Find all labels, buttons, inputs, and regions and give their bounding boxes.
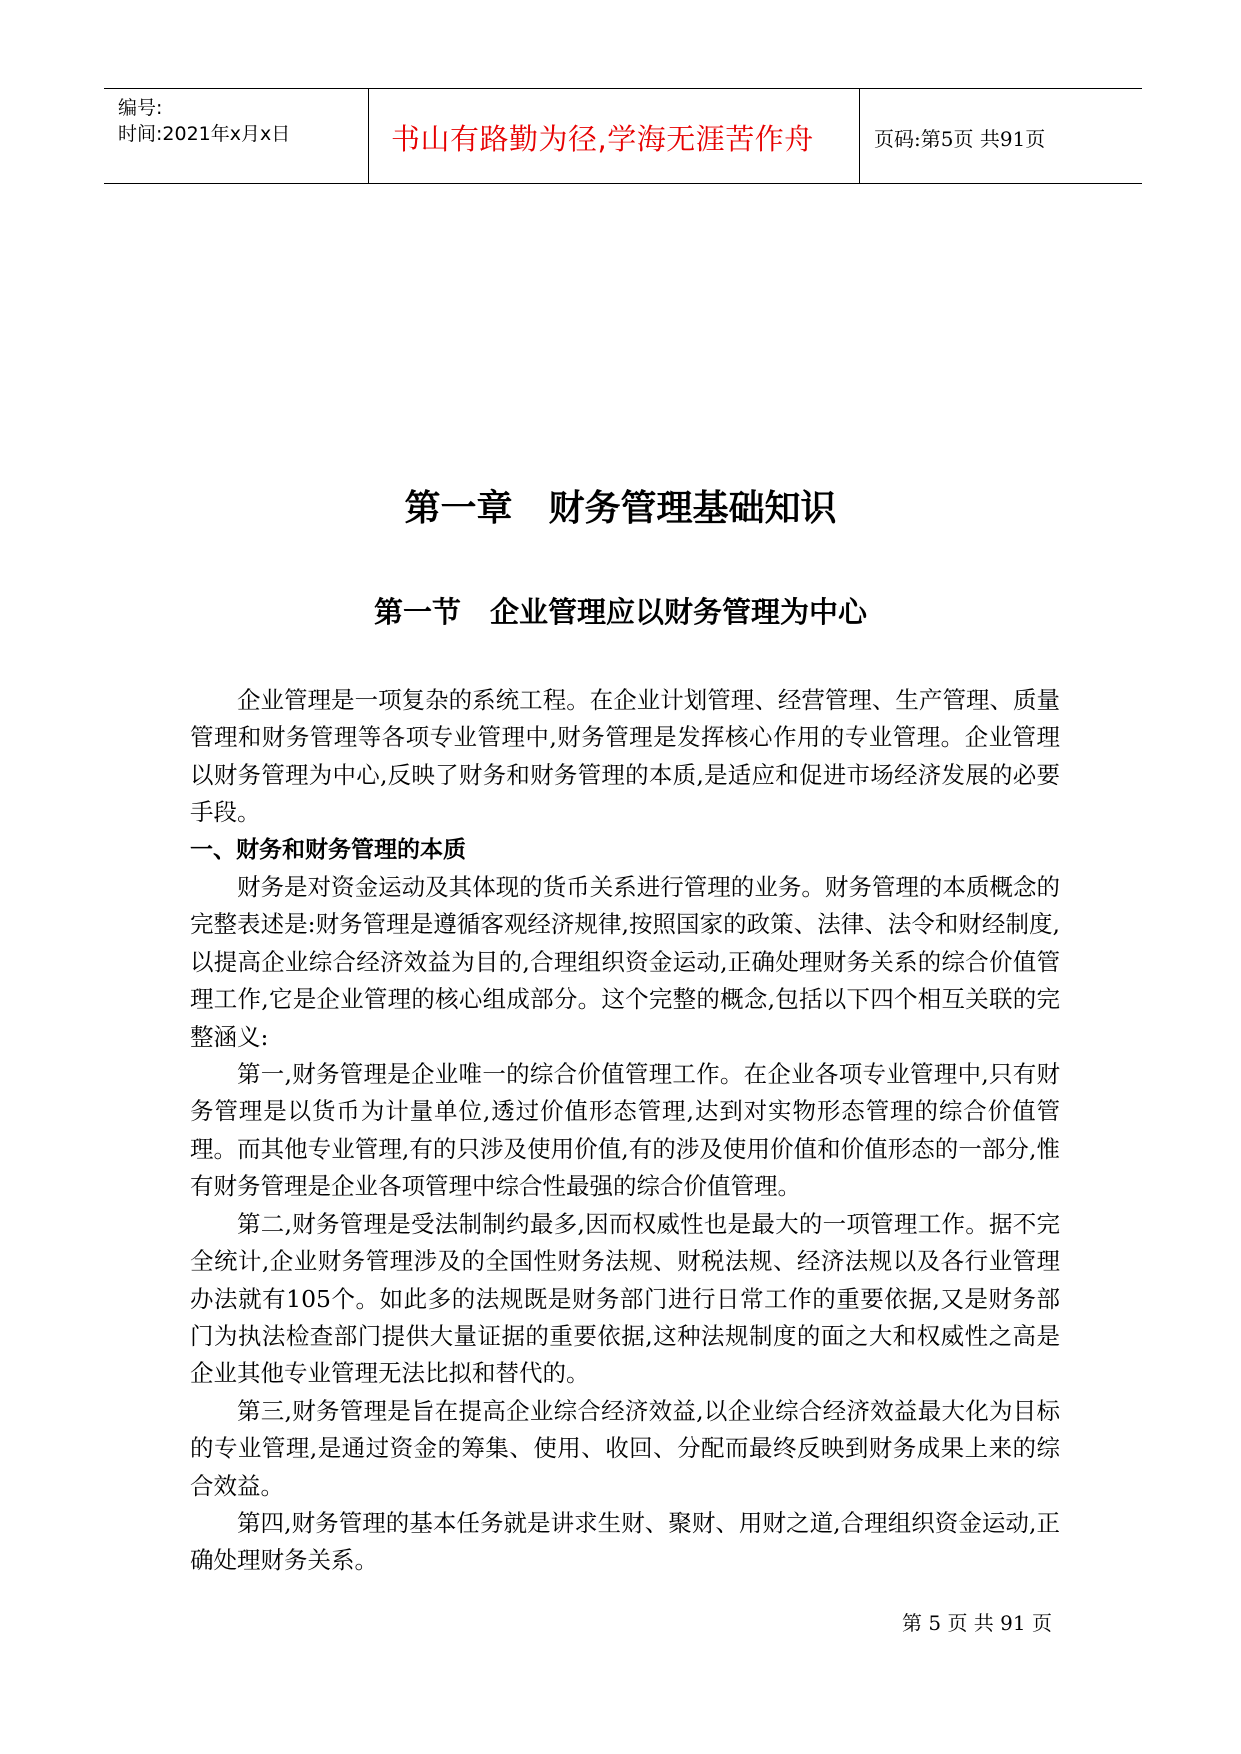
paragraph-second: 第二,财务管理是受法制制约最多,因而权威性也是最大的一项管理工作。据不完全统计,企业财务管理涉及的全国性财务法规、财税法规、经济法规以及各行业管理办法就有105个。如此多的法规既是财务部门进行日常工作的重要依据,又是财务部门为执法检查部门提供大量证据的重要依据,这种法规制度的面之大和权威性之高是企业其他专业管理无法比拟和替代的。: [190, 1209, 1060, 1388]
serial-label: 编号:: [118, 97, 163, 119]
intro-paragraph: 企业管理是一项复杂的系统工程。在企业计划管理、经营管理、生产管理、质量管理和财务管理等各项专业管理中,财务管理是发挥核心作用的专业管理。企业管理以财务管理为中心,反映了财务和财务管理的本质,是适应和促进市场经济发展的必要手段。: [190, 686, 1060, 827]
motto-text: 书山有路勤为径,学海无涯苦作舟: [391, 122, 814, 156]
section-title: 第一节 企业管理应以财务管理为中心: [373, 595, 867, 629]
time-label: 时间:2021年x月x日: [118, 123, 291, 145]
header-page-info: 页码:第5页 共91页: [874, 127, 1046, 151]
paragraph-first: 第一,财务管理是企业唯一的综合价值管理工作。在企业各项专业管理中,只有财务管理是以货币为计量单位,透过价值形态管理,达到对实物形态管理的综合价值管理。而其他专业管理,有的只涉及使用价值,有的涉及使用价值和价值形态的一部分,惟有财务管理是企业各项管理中综合性最强的综合价值管理。: [190, 1060, 1060, 1201]
paragraph-third: 第三,财务管理是旨在提高企业综合经济效益,以企业综合经济效益最大化为目标的专业管理,是通过资金的筹集、使用、收回、分配而最终反映到财务成果上来的综合效益。: [190, 1396, 1060, 1500]
header-motto-cell: [369, 89, 860, 183]
subheading-essence: 一、财务和财务管理的本质: [190, 836, 466, 863]
chapter-title: 第一章 财务管理基础知识: [404, 488, 837, 529]
paragraph-fourth: 第四,财务管理的基本任务就是讲求生财、聚财、用财之道,合理组织资金运动,正确处理财务关系。: [190, 1508, 1060, 1575]
paragraph-definition: 财务是对资金运动及其体现的货币关系进行管理的业务。财务管理的本质概念的完整表述是:财务管理是遵循客观经济规律,按照国家的政策、法律、法令和财经制度,以提高企业综合经济效益为目的,合理组织资金运动,正确处理财务关系的综合价值管理工作,它是企业管理的核心组成部分。这个完整的概念,包括以下四个相互关联的完整涵义:: [190, 873, 1060, 1051]
header-info-cell: [104, 89, 369, 183]
document-body: [190, 682, 1060, 1580]
page-header: [104, 88, 1142, 184]
page-footer: 第 5 页 共 91 页: [902, 1611, 1052, 1635]
header-page-cell: [860, 89, 1142, 183]
